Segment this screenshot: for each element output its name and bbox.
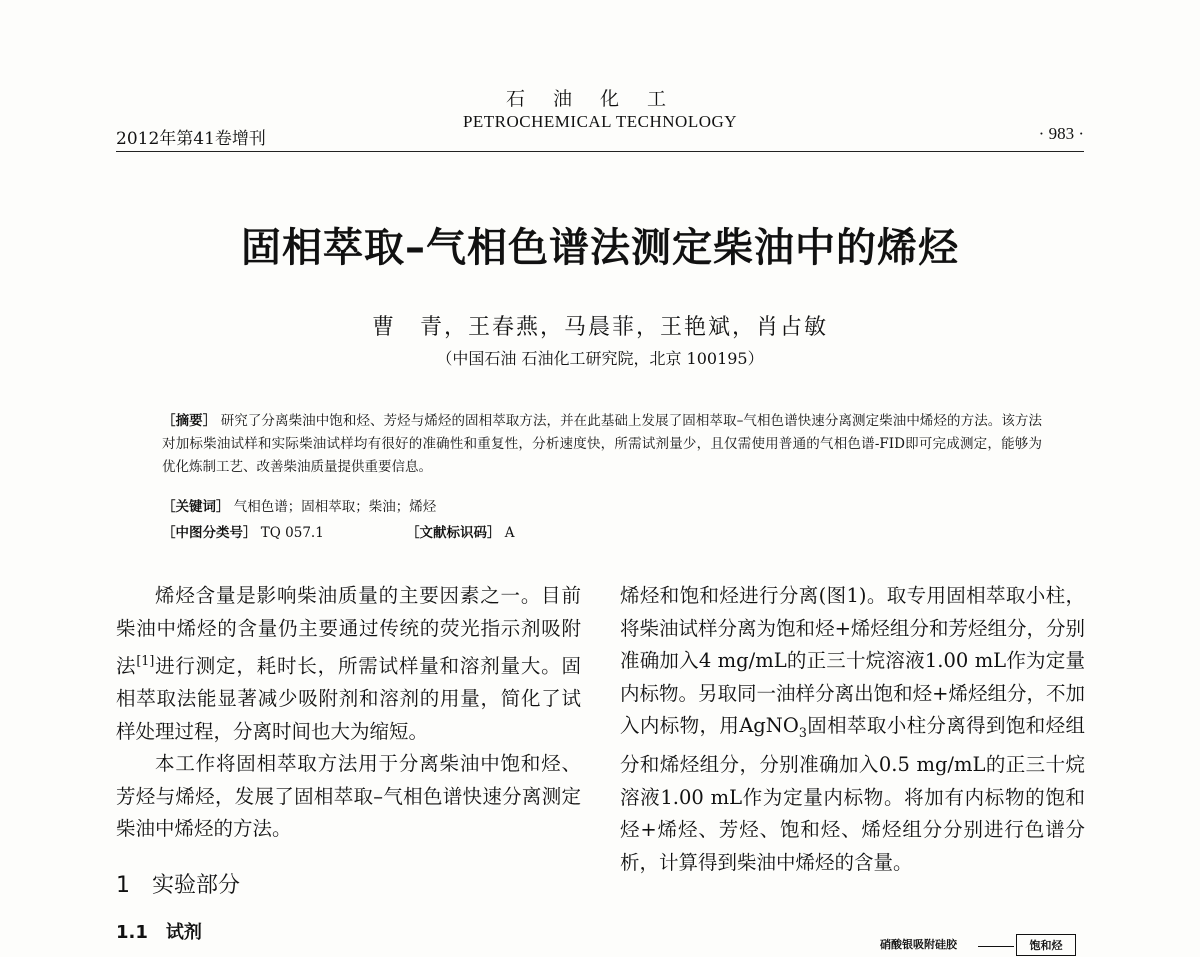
classification: [162, 522, 1042, 545]
subscript: 3: [798, 724, 807, 740]
paragraph-objective: 本工作将固相萃取方法用于分离柴油中饱和烃、芳烃与烯烃，发展了固相萃取–气相色谱快速分离测定柴油中烯烃的方法。: [116, 752, 581, 840]
abstract-text: 研究了分离柴油中饱和烃、芳烃与烯烃的固相萃取方法，并在此基础上发展了固相萃取–气相色谱快速分离测定柴油中烯烃的方法。该方法对加标柴油试样和实际柴油试样均有很好的准确性和重复性，分析速度快，所需试剂量少，且仅需使用普通的气相色谱-FID即可完成测定，能够为优化炼制工艺、改善柴油质量提供重要信息。: [162, 413, 1043, 475]
header-rule: [116, 151, 1084, 152]
clc-text: TQ 057.1: [260, 525, 324, 541]
figure-label: 硝酸银吸附硅胶: [880, 938, 957, 951]
paragraph-method-text-cont: 固相萃取小柱分离得到饱和烃组分和烯烃组分，分别准确加入0.5 mg/mL的正三十烷溶液1.00 mL作为定量内标物。将加有内标物的饱和烃+烯烃、芳烃、饱和烃、烯烃组分分别进行色谱分析，计算得到柴油中烯烃的含量。: [620, 714, 1085, 874]
issue-info: 2012年第41卷增刊: [116, 129, 266, 149]
journal-name-cn: 石油化工: [505, 88, 694, 110]
article-title: 固相萃取–气相色谱法测定柴油中的烯烃: [241, 225, 959, 271]
affiliation: （中国石油 石油化工研究院，北京 100195）: [436, 349, 764, 368]
section-heading-experimental: 1 实验部分: [116, 873, 240, 898]
subsection-heading-reagents: 1.1 试剂: [116, 922, 202, 943]
paragraph-method-text: 烯烃和饱和烃进行分离(图1)。取专用固相萃取小柱，将柴油试样分离为饱和烃+烯烃组分和芳烃组分，分别准确加入4 mg/mL的正三十烷溶液1.00 mL作为定量内标物。另取同一油样分离出饱和烃+烯烃组分，不加入内标物，用AgNO: [620, 584, 1085, 737]
doc-id-text: A: [504, 525, 515, 541]
clc-tag: ［中图分类号］: [162, 525, 257, 541]
journal-name-en: PETROCHEMICAL TECHNOLOGY: [462, 112, 738, 131]
paragraph-intro-text: 烯烃含量是影响柴油质量的主要因素之一。目前柴油中烯烃的含量仍主要通过传统的荧光指示剂吸附法: [116, 584, 581, 678]
paragraph-method: [620, 580, 1085, 879]
keywords-tag: ［关键词］: [162, 499, 230, 515]
body-column-right: [620, 580, 1085, 879]
authors: 曹 青，王春燕，马晨菲，王艳斌，肖占敏: [371, 315, 828, 340]
reference-link[interactable]: [1]: [136, 653, 155, 668]
figure-arrow: [978, 946, 1014, 947]
abstract: [162, 410, 1042, 479]
abstract-tag: ［摘要］: [162, 413, 217, 429]
figure-box: 饱和烃: [1016, 934, 1076, 956]
paragraph-intro-text-cont: 进行测定，耗时长，所需试样量和溶剂量大。固相萃取法能显著减少吸附剂和溶剂的用量，简化了试样处理过程，分离时间也大为缩短。: [116, 654, 581, 743]
body-column-left: [116, 580, 581, 846]
doc-id-tag: ［文献标识码］: [406, 525, 501, 541]
keywords-text: 气相色谱；固相萃取；柴油；烯烃: [233, 499, 437, 515]
document-id: [406, 522, 515, 545]
page-number: · 983 ·: [1038, 124, 1084, 143]
paragraph-intro: [116, 580, 581, 748]
keywords: [162, 496, 1042, 519]
